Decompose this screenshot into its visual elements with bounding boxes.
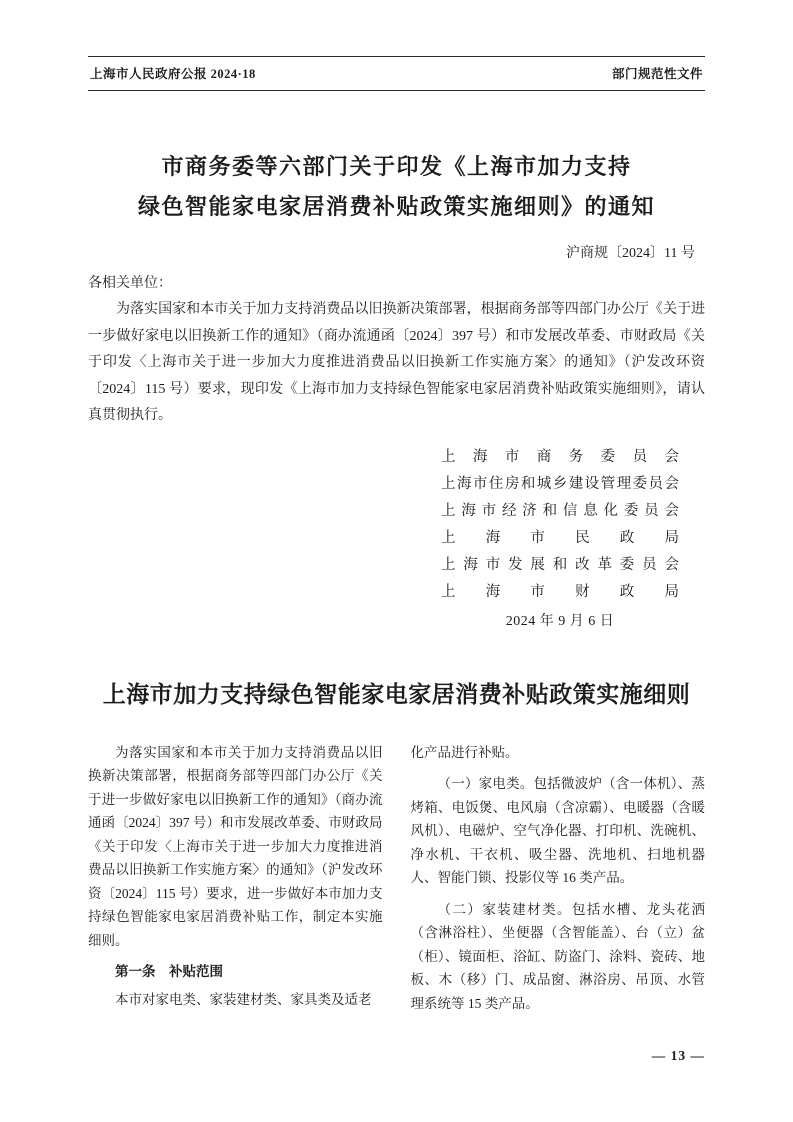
- two-column-body: [88, 741, 705, 1024]
- right-column: [411, 741, 706, 1024]
- header-publication-title: 上海市人民政府公报 2024·18: [90, 67, 256, 81]
- detail-paragraph: 为落实国家和本市关于加力支持消费品以旧换新决策部署，根据商务部等四部门办公厅《关于进一步做好家电以旧换新工作的通知》（商办流通函〔2024〕397 号）和市发展改革委、市财政局《关于印发〈上海市关于进一步加大力度推进消费品以旧换新工作实施方案〉的通知》（沪发改环资〔2024〕115 号）要求，进一步做好本市加力支持绿色智能家电家居消费补贴工作，制定本实施细则。: [88, 744, 383, 948]
- salutation: 各相关单位：: [88, 276, 172, 291]
- signer-line: 上海市商务委员会: [441, 448, 679, 465]
- notice-title-line-2: 绿色智能家电家居消费补贴政策实施细则》的通知: [137, 194, 655, 219]
- detail-paragraph: 本市对家电类、家装建材类、家具类及适老: [115, 991, 372, 1007]
- notice-body-paragraph: 为落实国家和本市关于加力支持消费品以旧换新决策部署，根据商务部等四部门办公厅《关于进一步做好家电以旧换新工作的通知》（商办流通函〔2024〕397 号）和市发展改革委、市财政局《关于印发〈上海市关于进一步加大力度推进消费品以旧换新工作实施方案〉的通知》（沪发改环资〔2024〕115 号）要求，现印发《上海市加力支持绿色智能家电家居消费补贴政策实施细则》，请认真贯彻执行。: [88, 302, 705, 423]
- signer-line: 上海市发展和改革委员会: [441, 556, 679, 573]
- signature-block: [441, 444, 679, 635]
- signer-line: 上海市住房和城乡建设管理委员会: [441, 475, 679, 492]
- signer-line: 上海市民政局: [441, 529, 679, 546]
- page-header: [88, 56, 705, 91]
- header-section-label: 部门规范性文件: [611, 67, 703, 81]
- notice-title: [88, 147, 705, 227]
- document-number: 沪商规〔2024〕11 号: [566, 246, 695, 261]
- left-column: [88, 741, 383, 1024]
- detail-paragraph-item-2: （二）家装建材类。包括水槽、龙头花洒（含淋浴柱）、坐便器（含智能盖）、台（立）盆（柜）、镜面柜、浴缸、防盗门、涂料、瓷砖、地板、木（移）门、成品窗、淋浴房、吊顶、水管理系统等 15 类产品。: [410, 901, 705, 1011]
- notice-title-line-1: 市商务委等六部门关于印发《上海市加力支持: [161, 154, 632, 179]
- signer-line: 上海市财政局: [441, 583, 679, 600]
- detail-paragraph-item-1: （一）家电类。包括微波炉（含一体机）、蒸烤箱、电饭煲、电风扇（含凉霸）、电暖器（含暖风机）、电磁炉、空气净化器、打印机、洗碗机、净水机、干衣机、吸尘器、洗地机、扫地机器人、智能门锁、投影仪等 16 类产品。: [410, 776, 705, 885]
- signature-date: 2024 年 9 月 6 日: [505, 613, 615, 629]
- page-number: — 13 —: [651, 1048, 705, 1063]
- detail-title: 上海市加力支持绿色智能家电家居消费补贴政策实施细则: [102, 680, 691, 707]
- detail-section: [88, 677, 705, 1024]
- signer-line: 上海市经济和信息化委员会: [441, 502, 679, 519]
- article-1-heading: 第一条 补贴范围: [115, 964, 223, 979]
- notice-section: [88, 147, 705, 635]
- detail-paragraph: 化产品进行补贴。: [410, 744, 519, 760]
